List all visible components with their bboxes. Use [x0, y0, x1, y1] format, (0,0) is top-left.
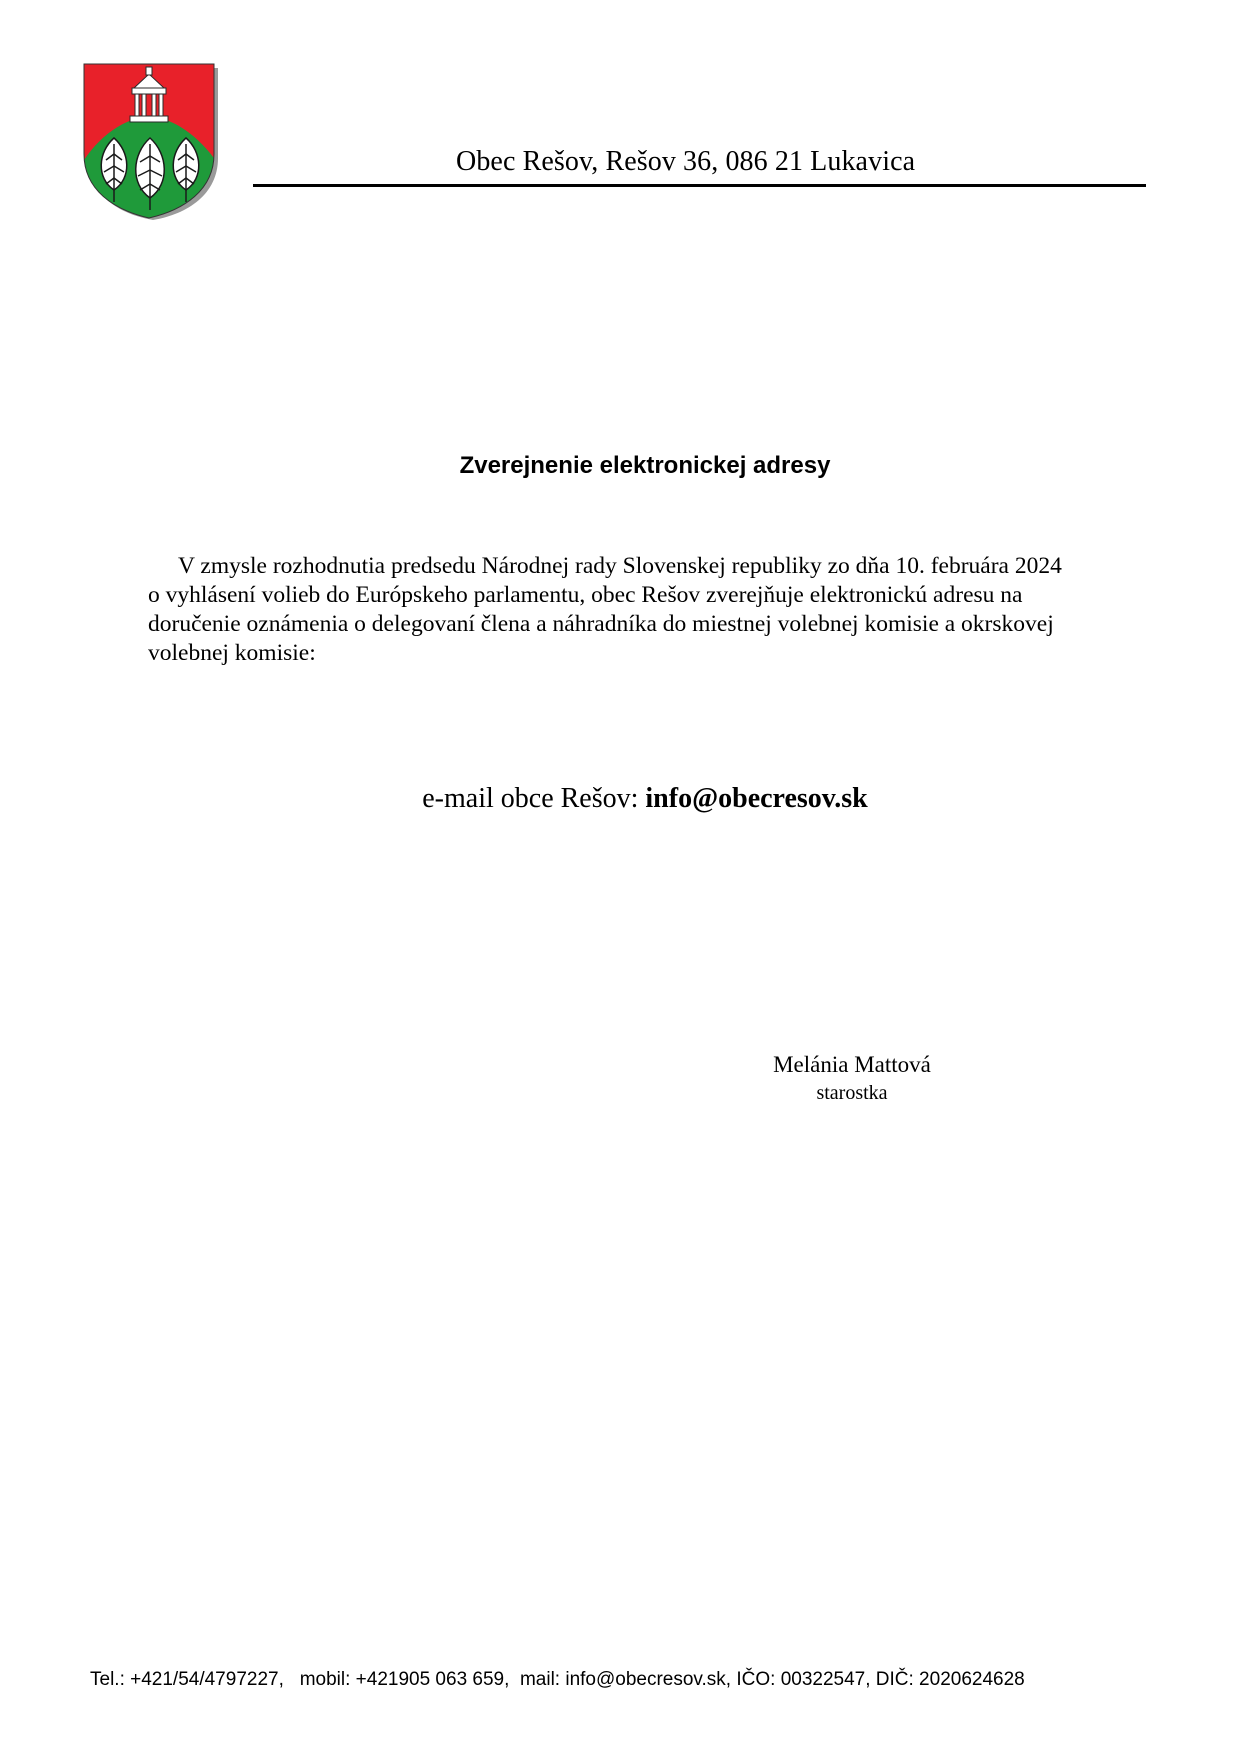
footer-contact: Tel.: +421/54/4797227, mobil: +421905 063 659, mail: info@obecresov.sk, IČO: 00322547, DIČ: 2020624628: [90, 1669, 1025, 1690]
email-label: e-mail obce Rešov:: [422, 783, 646, 814]
body-paragraph: [148, 552, 1128, 668]
signature-role: starostka: [816, 1082, 888, 1104]
paragraph-line: doručenie oznámenia o delegovaní člena a náhradníka do miestnej volebnej komisie a okrskovej: [148, 611, 1054, 637]
paragraph-line: o vyhlásení volieb do Európskeho parlamentu, obec Rešov zverejňuje elektronickú adresu na: [148, 582, 1023, 608]
document-title: Zverejnenie elektronickej adresy: [459, 452, 831, 479]
signature-name: Melánia Mattová: [773, 1052, 931, 1077]
document-title-wrapper: [0, 452, 1240, 480]
header-divider: [253, 184, 1146, 187]
paragraph-line: V zmysle rozhodnutia predsedu Národnej rady Slovenskej republiky zo dňa 10. februára 2024: [178, 553, 1062, 579]
signature-block: [752, 1050, 952, 1106]
email-address: info@obecresov.sk: [645, 783, 868, 814]
header-address: Obec Rešov, Rešov 36, 086 21 Lukavica: [456, 146, 916, 177]
paragraph-line: volebnej komisie:: [148, 640, 316, 666]
coat-of-arms-icon: [82, 62, 218, 220]
email-line: [0, 783, 1240, 815]
